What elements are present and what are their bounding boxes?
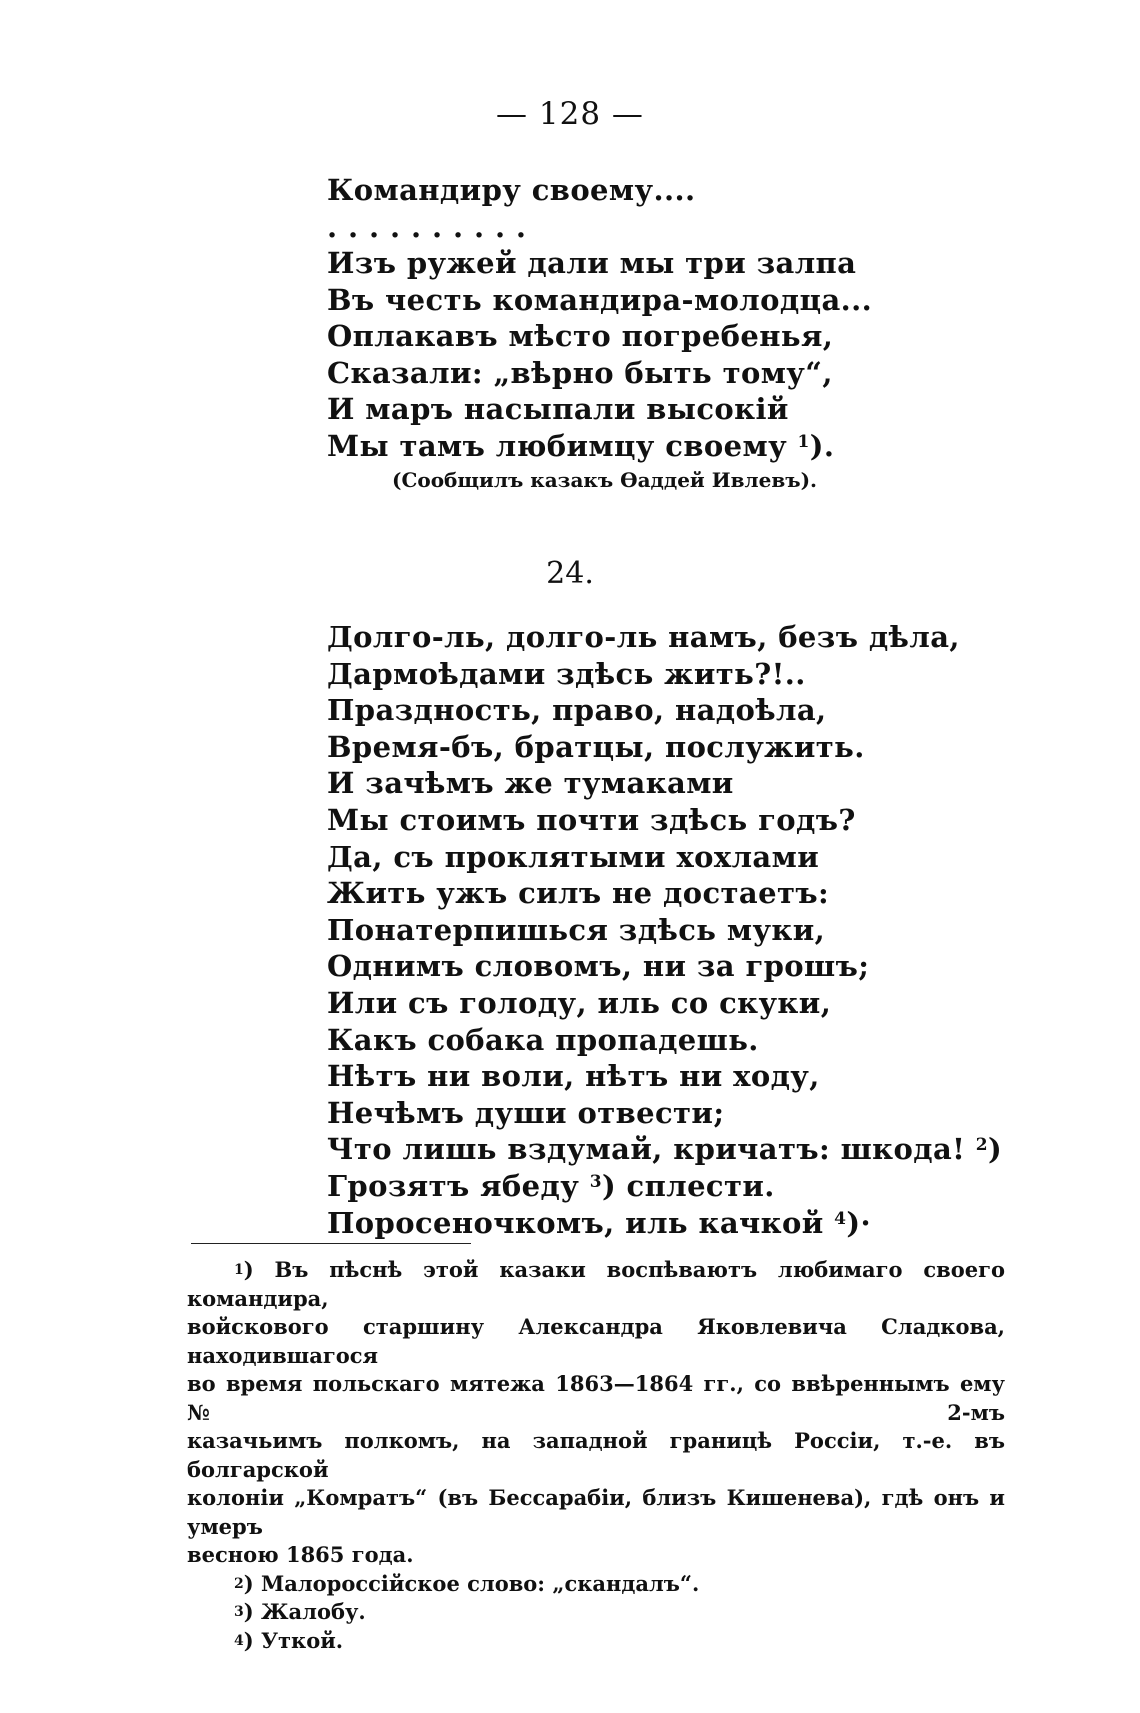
verse-line: Мы тамъ любимцу своему $^1$). [327, 428, 835, 463]
footnote-ref[interactable]: 2 [975, 1135, 989, 1156]
verse-line: Изъ ружей дали мы три залпа [327, 246, 857, 280]
verse-line: Долго-ль, долго-ль намъ, безъ дѣла, [327, 620, 960, 654]
verse-line: Нечѣмъ души отвести; [327, 1095, 725, 1130]
song-number: 24. [546, 556, 594, 591]
verse-bottom [327, 619, 1047, 1241]
verse-line: Какъ собака пропадешь. [327, 1022, 759, 1057]
verse-line: Праздность, право, надоѣла, [327, 693, 827, 728]
verse-line: Мы стоимъ почти здѣсь годъ? [327, 802, 856, 837]
footnote-line: казачьимъ полкомъ, на западной границѣ Россіи, т.-е. въ болгарской [187, 1428, 1005, 1482]
verse-line: И маръ насыпали высокій [327, 392, 789, 426]
footnote-line: во время польскаго мятежа 1863—1864 гг., со ввѣреннымъ ему № 2-мъ [187, 1371, 1005, 1425]
verse-line: Понатерпишься здѣсь муки, [327, 912, 826, 947]
verse-line: Или съ голоду, иль со скуки, [327, 985, 832, 1020]
footnote-marker: 3 [234, 1604, 244, 1620]
footnote-ref[interactable]: 1 [797, 431, 810, 452]
verse-line: Что лишь вздумай, кричатъ: шкода! $^2$) [327, 1132, 1003, 1167]
verse-line: Оплакавъ мѣсто погребенья, [327, 319, 834, 353]
verse-line: И зачѣмъ же тумаками [327, 766, 734, 801]
verse-top [327, 172, 1047, 464]
footnote-1 [187, 1256, 1005, 1570]
verse-line: Да, съ проклятыми хохлами [327, 839, 820, 874]
footnote-line: колоніи „Комратъ“ (въ Бессарабіи, близъ Кишенева), гдѣ онъ и умеръ [187, 1485, 1005, 1539]
footnote-marker: 4 [234, 1632, 244, 1649]
verse-line: Нѣтъ ни воли, нѣтъ ни ходу, [327, 1059, 820, 1094]
verse-line: Жить ужъ силъ не достаетъ: [327, 876, 830, 911]
footnote-2: $^2$) Малороссійское слово: „скандалъ“. [234, 1570, 700, 1596]
verse-line: Дармоѣдами здѣсь жить?!.. [327, 656, 806, 691]
footnote-line: войскового старшину Александра Яковлевича Сладкова, находившагося [187, 1314, 1005, 1368]
attribution: (Сообщилъ казакъ Ѳаддей Ивлевъ). [392, 468, 817, 492]
verse-line: Поросеночкомъ, иль качкой $^4$)· [327, 1205, 872, 1240]
footnote-ref[interactable]: 3 [589, 1171, 602, 1192]
verse-line: Время-бъ, братцы, послужить. [327, 729, 865, 764]
footnote-ref[interactable]: 4 [834, 1208, 847, 1229]
ellipsis-line: . . . . . . . . . . [327, 209, 527, 244]
footnote-line: $^1$) Въ пѣснѣ этой казаки воспѣваютъ любимаго своего командира, [187, 1257, 1005, 1311]
footnote-divider [191, 1243, 471, 1244]
page-number: — 128 — [496, 96, 644, 132]
footnote-marker: 2 [234, 1575, 244, 1592]
footnote-line: весною 1865 года. [187, 1542, 414, 1567]
footnote-4: $^4$) Уткой. [234, 1627, 344, 1653]
footnote-marker: 1 [234, 1262, 244, 1278]
footnotes [187, 1256, 1005, 1655]
verse-line: Командиру своему.... [327, 173, 696, 207]
verse-line: Сказали: „вѣрно быть тому“, [327, 355, 833, 390]
verse-line: Однимъ словомъ, ни за грошъ; [327, 949, 870, 984]
verse-line: Въ честь командира-молодца... [327, 282, 873, 317]
verse-line: Грозятъ ябеду $^3$) сплести. [327, 1168, 775, 1203]
footnote-3: $^3$) Жалобу. [234, 1599, 366, 1624]
